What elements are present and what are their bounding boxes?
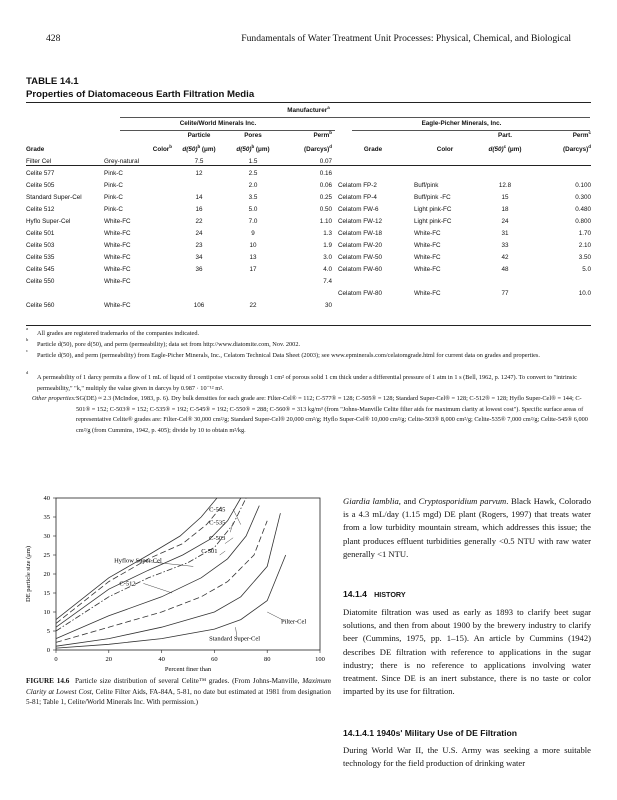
cell-particle: 24	[195, 230, 203, 237]
table-row	[26, 240, 591, 252]
cell-color: White-FC	[104, 218, 131, 225]
cell-grade2	[332, 168, 414, 180]
cell-grade: Celite 550	[26, 278, 55, 285]
cell-perm2: 0.800	[575, 218, 591, 225]
cell-color	[104, 288, 172, 300]
cell-grade2: Celatom FW-80	[338, 290, 382, 297]
cell-color: White-FC	[104, 242, 131, 249]
cell-color2: White-FC	[414, 290, 441, 297]
cell-grade2: Celatom FW-6	[338, 206, 379, 213]
eagle-group-header: Eagle-Picher Minerals, Inc.	[421, 120, 502, 127]
cell-grade2: Celatom FP-2	[338, 182, 377, 189]
cell-pores: 17	[249, 266, 257, 273]
col-perm-top: Perm$^b$	[313, 129, 332, 139]
cell-pores: 9	[251, 230, 255, 237]
x-tick-label: 100	[315, 656, 325, 663]
cell-grade: Celite 577	[26, 170, 55, 177]
curve-label: C-501	[201, 548, 218, 556]
cell-color: White-FC	[104, 230, 131, 237]
cell-part: 18	[501, 206, 509, 213]
cell-grade2: Celatom FW-18	[338, 230, 382, 237]
cell-color: White-FC	[104, 254, 131, 261]
y-tick-label: 5	[46, 628, 50, 636]
cell-color2	[414, 300, 476, 312]
col-pores-top: Pores	[244, 132, 262, 139]
cell-color2: White-FC	[414, 254, 441, 261]
cell-particle: 12	[195, 170, 203, 177]
cell-particle	[172, 180, 226, 192]
curve-label: C-503	[209, 534, 226, 542]
cell-color2: White-FC	[414, 242, 441, 249]
particle-size-chart	[20, 490, 330, 675]
cell-color: Grey-natural	[104, 158, 139, 165]
col-perm2-top: Perm$^c$	[572, 129, 591, 139]
label-leader	[230, 523, 233, 533]
cell-particle: 22	[195, 218, 203, 225]
cell-particle: 14	[195, 194, 203, 201]
table-row	[26, 156, 591, 168]
cell-color2: Buff/pink -FC	[414, 194, 451, 201]
figure-caption: FIGURE 14.6 Particle size distribution of several Celite™ grades. (From Johns-Manville, Maximum Clarity at Lowest Cost, Celite Filter Aids, FA-84A, 5-81, no date but estimated at 1981 from designation 5-81; Table 1, Celite/World Minerals Inc. With permission.)	[26, 677, 332, 707]
table-row	[26, 288, 591, 300]
curve-label: Standard Super-Cel	[209, 635, 261, 643]
cell-grade: Celite 545	[26, 266, 55, 273]
cell-perm: 1.3	[323, 230, 332, 237]
x-axis-label: Percent finer than	[164, 666, 212, 673]
cell-color2	[414, 156, 476, 168]
curve-label: C-545	[209, 506, 226, 514]
cell-perm2: 0.300	[575, 194, 591, 201]
footnote-a: a All grades are registered trademarks of the companies indicated.	[26, 326, 200, 337]
curve-label: Filter-Cel	[281, 618, 307, 626]
cell-pores: 5.0	[248, 206, 258, 213]
cell-color: Pink-C	[104, 182, 123, 189]
cell-grade2	[332, 156, 414, 168]
cell-particle: 23	[195, 242, 203, 249]
table-row	[26, 264, 591, 276]
cell-particle: 7.5	[194, 158, 204, 165]
cell-perm	[280, 288, 332, 300]
y-tick-label: 30	[43, 533, 50, 541]
y-tick-label: 10	[43, 609, 50, 617]
cell-grade2: Celatom FW-20	[338, 242, 382, 249]
x-tick-label: 20	[105, 656, 113, 663]
table-row	[26, 192, 591, 204]
col-perm2: (Darcys)$^d$	[563, 143, 591, 153]
y-tick-label: 0	[46, 647, 50, 655]
cell-perm2: 2.10	[578, 242, 591, 249]
cell-perm: 0.06	[319, 182, 332, 189]
plot-frame	[56, 498, 320, 650]
curve-label: Hyflow Super-Cel	[114, 557, 162, 565]
table-row	[26, 180, 591, 192]
cell-part: 15	[501, 194, 509, 201]
series-line-standard-super-cel	[56, 513, 280, 646]
cell-color: Pink-C	[104, 194, 123, 201]
cell-color2: Light pink-FC	[414, 206, 452, 213]
cell-perm2: 0.100	[575, 182, 591, 189]
cell-particle: 36	[195, 266, 203, 273]
col-grade: Grade	[26, 146, 45, 153]
table-row	[26, 216, 591, 228]
col-pores: $d(50)^b$ (μm)	[236, 143, 270, 153]
cell-perm2	[534, 300, 591, 312]
footnote-c: c Particle d(50), and perm (permeability) from Eagle-Picher Minerals, Inc., Celatom Technical Data Sheet (2003); see www.epminerals.com/celatomgrade.html for current data on grades and properties.	[26, 348, 540, 359]
cell-part	[476, 156, 534, 168]
table-row	[26, 204, 591, 216]
paragraph-3: During World War II, the U.S. Army was seeking a more suitable technology for the field production of drinking water	[343, 745, 591, 769]
x-tick-label: 40	[158, 656, 165, 663]
cell-color2	[414, 276, 476, 288]
paragraph-1: Giardia lamblia, and Cryptosporidium parvum. Black Hawk, Colorado is a 4.3 mL/day (1.15 mgd) DE plant (Rogers, 1997) that treats water from a low turbidity mountain stream, which addresses this issue; the plant produces effluent turbidities generally <0.5 NTU with raw water generally <1 NTU.	[343, 496, 591, 559]
cell-grade	[26, 288, 104, 300]
curve-label: C-535	[209, 519, 226, 527]
table-caption	[26, 75, 254, 101]
label-leader	[220, 551, 226, 555]
properties-table	[26, 103, 591, 312]
cell-particle	[172, 276, 226, 288]
cell-grade: Filter Cel	[26, 158, 52, 165]
cell-color: White-FC	[104, 302, 131, 309]
table-label: TABLE 14.1	[26, 76, 79, 87]
y-tick-label: 25	[43, 552, 50, 560]
cell-particle: 16	[195, 206, 203, 213]
subsection-heading: 14.1.4.1 1940s' Military Use of DE Filtration	[343, 728, 517, 738]
cell-pores: 22	[249, 302, 257, 309]
cell-perm2	[534, 156, 591, 168]
footnote-d: d A permeability of 1 darcy permits a flow of 1 mL of liquid of 1 centipoise viscosity through 1 cm² of porous solid 1 cm thick under a differential pressure of 1 atm in 1 s (Bell, 1962, p. 1247). To convert to "intrinsic permeability," "k," multiply the value given in darcys by 0.987 · 10⁻¹² m².	[26, 370, 577, 392]
cell-perm: 0.16	[319, 170, 332, 177]
cell-part: 77	[501, 290, 509, 297]
manufacturer-header: Manufacturer$^a$	[287, 104, 330, 114]
label-leader	[225, 538, 233, 544]
col-part-top: Part.	[498, 132, 512, 139]
label-leader	[143, 583, 172, 593]
cell-grade: Celite 512	[26, 206, 55, 213]
cell-perm: 1.9	[323, 242, 332, 249]
cell-perm: 30	[324, 302, 332, 309]
cell-grade2: Celatom FW-12	[338, 218, 382, 225]
y-tick-label: 20	[43, 571, 50, 579]
cell-perm: 0.50	[319, 206, 332, 213]
footnote-b: b Particle d(50), pore d(50), and perm (permeability); data set from http://www.diatomite.com, Nov. 2002.	[26, 337, 301, 348]
cell-particle: 34	[195, 254, 203, 261]
table-row	[26, 228, 591, 240]
cell-color2: White-FC	[414, 266, 441, 273]
cell-grade: Celite 505	[26, 182, 55, 189]
cell-pores: 2.0	[248, 182, 258, 189]
cell-particle	[172, 288, 226, 300]
cell-pores	[226, 288, 280, 300]
cell-perm: 0.07	[319, 158, 332, 165]
cell-grade: Celite 501	[26, 230, 55, 237]
cell-pores: 2.5	[248, 170, 258, 177]
cell-grade: Standard Super-Cel	[26, 194, 82, 201]
page-number: 428	[46, 33, 61, 44]
table-bottom-rule	[26, 325, 591, 326]
cell-color: White-FC	[104, 278, 131, 285]
cell-perm2: 10.0	[578, 290, 591, 297]
col-particle: $d(50)^b$ (μm)	[182, 143, 216, 153]
cell-pores: 1.5	[248, 158, 258, 165]
x-tick-label: 80	[263, 656, 271, 663]
running-title: Fundamentals of Water Treatment Unit Processes: Physical, Chemical, and Biological	[241, 33, 571, 44]
cell-grade: Celite 535	[26, 254, 55, 261]
y-tick-label: 40	[43, 495, 50, 503]
cell-grade2: Celatom FP-4	[338, 194, 377, 201]
x-tick-label: 0	[54, 656, 58, 663]
cell-perm2: 3.50	[578, 254, 591, 261]
y-tick-label: 35	[43, 514, 50, 522]
table-row	[26, 276, 591, 288]
table-row	[26, 252, 591, 264]
cell-part: 31	[501, 230, 509, 237]
series-line-hyflow-super-cel	[56, 506, 259, 639]
table-row	[26, 168, 591, 180]
cell-part: 42	[501, 254, 509, 261]
col-color2: Color	[436, 146, 454, 153]
celite-group-header: Celite/World Minerals Inc.	[179, 120, 257, 127]
paragraph-2: Diatomite filtration was used as early as 1893 to clarify beet sugar solutions, and then from about 1900 by the brewery industry to clarify beer (Cummins, 1975, pp. 1–15). An article by Cummins (1942) describes DE filtration with reference to applications in the sugar industry; there is no reference to applications involving water treatment. Since DE is an inert substance, there is no taste or color imparted by its use for filtration.	[343, 607, 591, 697]
cell-color: White-FC	[104, 266, 131, 273]
x-tick-label: 60	[211, 656, 218, 663]
y-axis-label: DE particle size (μm)	[25, 545, 32, 603]
col-part: $d(50)^c$ (μm)	[488, 143, 522, 153]
cell-grade: Hyflo Super-Cel	[26, 218, 71, 225]
cell-perm: 1.10	[319, 218, 332, 225]
cell-perm: 0.25	[319, 194, 332, 201]
cell-part	[476, 300, 534, 312]
cell-part: 33	[501, 242, 509, 249]
cell-perm: 3.0	[323, 254, 332, 261]
curve-label: C-512	[119, 580, 136, 588]
cell-perm: 4.0	[323, 266, 332, 273]
col-particle-top: Particle	[187, 132, 211, 139]
cell-color2: White-FC	[414, 230, 441, 237]
cell-grade2	[332, 276, 414, 288]
cell-part	[476, 168, 534, 180]
cell-pores: 13	[249, 254, 257, 261]
cell-perm2: 1.70	[578, 230, 591, 237]
cell-part: 12.8	[498, 182, 512, 189]
footnote-other: Other properties: SG(DE) ≈ 2.3 (McIndoe, 1983, p. 6). Dry bulk densities for each grade are: Filter-Cel® = 112; C-577® = 128; C-505® = 128; Standard Super-Cel® = 128; C-512® = 128; Hyflo Super-Cel® = 144; C-501® = 152; C-503® = 152; C-535® = 192; C-545® = 192; C-550® = 288; C-560® = 313 kg/m³ (from "Johns-Manville Celite filter aids for maximum clarity at lowest cost"). Specific surface areas of representative Celite® grades are: Filter-Cel® 30,000 cm²/g; Standard Super-Cel® 20,000 cm²/g; Hyflo Super-Cel® 10,000 cm²/g; Celite-503® 8,000 cm²/g; Celite-535® 7,000 cm²/g; Celite-545® 6,000 cm²/g (from Cummins, 1942, p. 405); divide by 10 to obtain m²/kg.	[32, 395, 588, 434]
series-line-c-512	[56, 521, 267, 643]
cell-grade: Celite 503	[26, 242, 55, 249]
col-perm: (Darcys)$^d$	[304, 143, 332, 153]
cell-color: Pink-C	[104, 170, 123, 177]
cell-part: 24	[501, 218, 509, 225]
col-color: Color$^b$	[152, 143, 172, 153]
cell-grade2	[332, 300, 414, 312]
cell-perm2: 0.480	[575, 206, 591, 213]
cell-part	[476, 276, 534, 288]
figure-label: FIGURE 14.6	[26, 677, 70, 685]
cell-color: Pink-C	[104, 206, 123, 213]
cell-part: 48	[501, 266, 509, 273]
y-tick-label: 15	[43, 590, 50, 598]
cell-grade2: Celatom FW-50	[338, 254, 382, 261]
cell-perm2	[534, 168, 591, 180]
cell-perm2: 5.0	[582, 266, 591, 273]
cell-pores: 3.5	[248, 194, 258, 201]
col-grade2: Grade	[363, 146, 383, 153]
table-row	[26, 300, 591, 312]
section-heading: 14.1.4 HISTORY	[343, 589, 406, 599]
cell-particle: 106	[193, 302, 205, 309]
cell-perm: 7.4	[323, 278, 332, 285]
cell-grade: Celite 560	[26, 302, 55, 309]
cell-perm2	[534, 276, 591, 288]
cell-pores	[226, 276, 280, 288]
cell-color2: Buff/pink	[414, 182, 439, 189]
cell-pores: 10	[249, 242, 257, 249]
cell-grade2: Celatom FW-60	[338, 266, 382, 273]
cell-color2	[414, 168, 476, 180]
table-title: Properties of Diatomaceous Earth Filtration Media	[26, 89, 255, 100]
cell-pores: 7.0	[248, 218, 258, 225]
cell-color2: Light pink-FC	[414, 218, 452, 225]
